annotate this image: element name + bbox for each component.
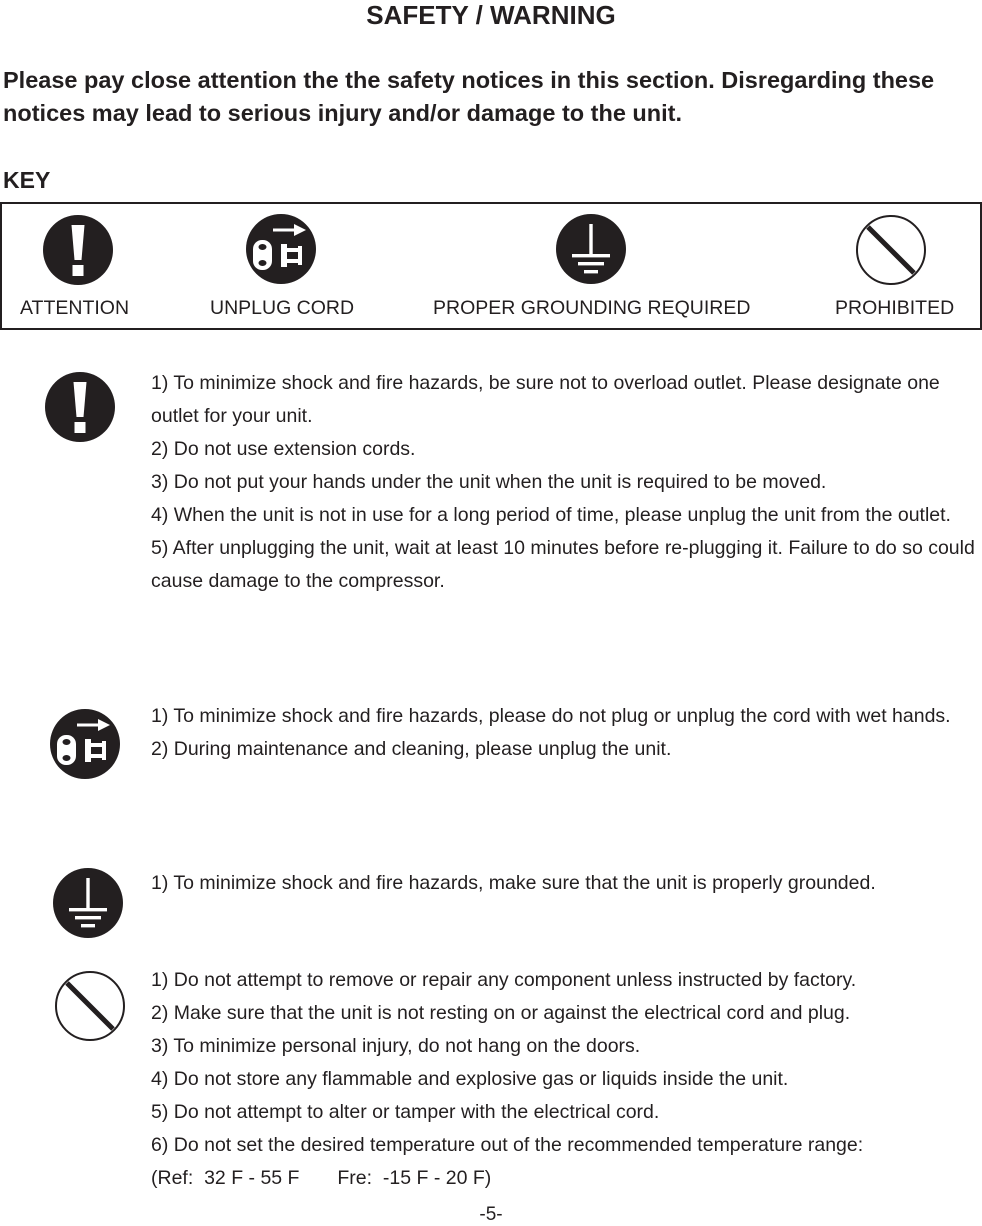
list-item: 1) To minimize shock and fire hazards, be sure not to overload outlet. Please designate one outlet for your unit. [151, 372, 940, 427]
grounding-icon [555, 213, 627, 285]
key-label-prohibited: PROHIBITED [835, 297, 955, 319]
attention-icon [44, 371, 116, 443]
temperature-range-ref: (Ref: 32 F - 55 F Fre: -15 F - 20 F) [151, 1167, 492, 1189]
list-item: 1) To minimize shock and fire hazards, make sure that the unit is properly grounded. [151, 872, 876, 894]
list-item: 1) Do not attempt to remove or repair any component unless instructed by factory. [151, 969, 857, 991]
list-item: 5) Do not attempt to alter or tamper with the electrical cord. [151, 1101, 660, 1123]
list-item: 2) During maintenance and cleaning, please unplug the unit. [151, 738, 672, 760]
list-item: 3) Do not put your hands under the unit when the unit is required to be moved. [151, 471, 827, 493]
grounding-icon [52, 867, 124, 939]
list-item: 4) Do not store any flammable and explosive gas or liquids inside the unit. [151, 1068, 789, 1090]
list-item: 1) To minimize shock and fire hazards, please do not plug or unplug the cord with wet hands. [151, 705, 951, 727]
list-item: 6) Do not set the desired temperature out of the recommended temperature range: [151, 1134, 864, 1156]
key-heading: KEY [3, 167, 51, 193]
list-item: 3) To minimize personal injury, do not hang on the doors. [151, 1035, 641, 1057]
list-item: 4) When the unit is not in use for a long period of time, please unplug the unit from the outlet. [151, 504, 951, 526]
prohibited-list [151, 964, 976, 1195]
prohibited-icon [855, 214, 927, 286]
list-item: 2) Make sure that the unit is not resting on or against the electrical cord and plug. [151, 1002, 851, 1024]
grounding-list [151, 867, 976, 900]
intro-warning: Please pay close attention the the safety notices in this section. Disregarding these notices may lead to serious injury and/or damage to the unit. [3, 67, 935, 126]
key-legend [0, 202, 982, 330]
page-title: SAFETY / WARNING [366, 0, 616, 30]
list-item: 2) Do not use extension cords. [151, 438, 416, 460]
prohibited-icon [54, 970, 126, 1042]
key-label-grounding: PROPER GROUNDING REQUIRED [433, 297, 751, 319]
unplug-list [151, 700, 976, 766]
page-number: -5- [479, 1204, 503, 1225]
key-label-attention: ATTENTION [20, 297, 130, 319]
unplug-cord-icon [49, 708, 121, 780]
list-item: 5) After unplugging the unit, wait at least 10 minutes before re-plugging it. Failure to do so could cause damage to the compressor. [151, 537, 975, 592]
unplug-cord-icon [245, 213, 317, 285]
key-label-unplug-cord: UNPLUG CORD [210, 297, 355, 319]
attention-list [151, 367, 976, 598]
attention-icon [42, 214, 114, 286]
